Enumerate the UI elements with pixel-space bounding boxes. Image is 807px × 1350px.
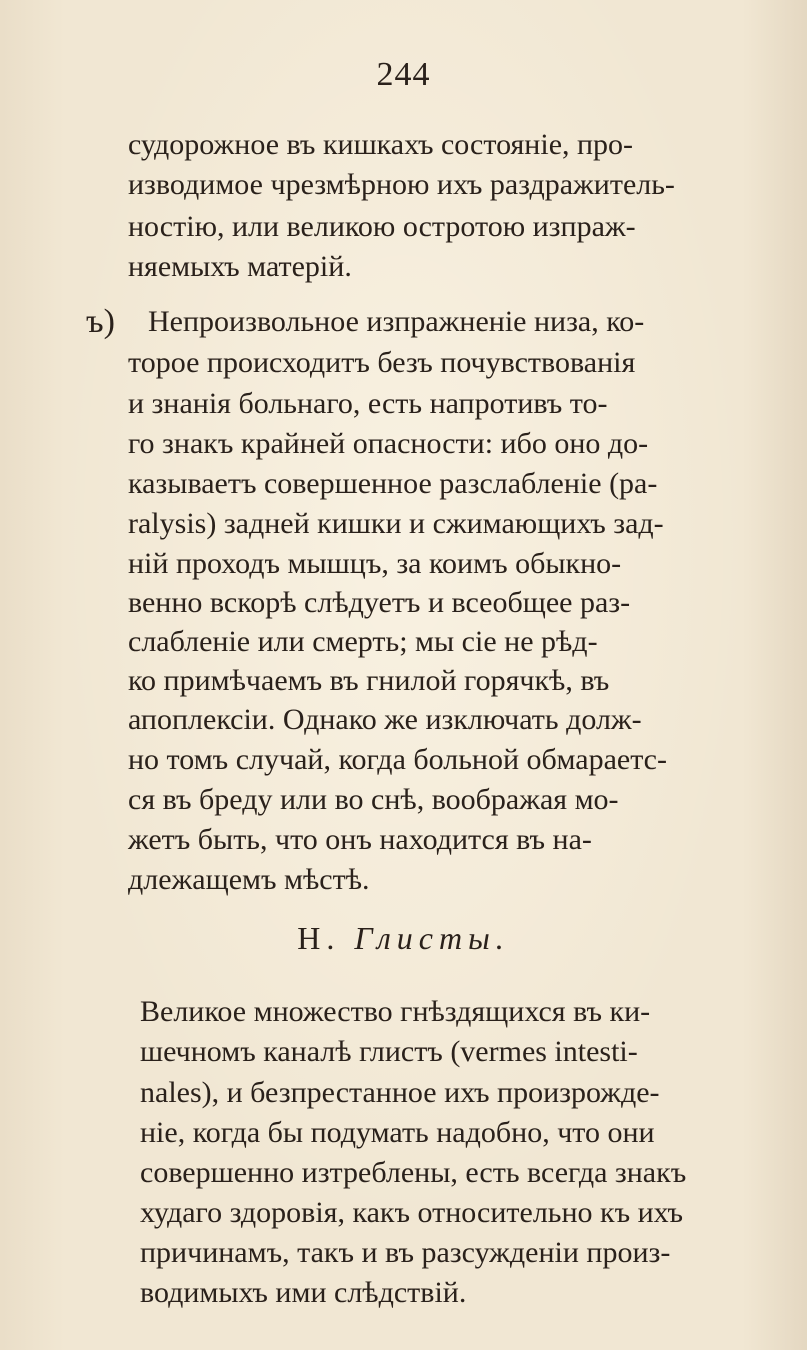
list-marker: ъ) (86, 303, 115, 340)
text-line: ній проходъ мышцъ, за коимъ обыкно- (128, 547, 622, 580)
text-line: худаго здоровія, какъ относительно къ ихъ (140, 1196, 684, 1229)
text-line: но томъ случай, когда больной обмараетс- (128, 743, 667, 776)
text-line: длежащемъ мѣстѣ. (128, 863, 370, 896)
text-line: шечномъ каналѣ глистъ (vermes intesti- (140, 1035, 638, 1068)
section-title: Глисты. (354, 920, 510, 956)
text-line: ralysis) задней кишки и сжимающихъ зад- (128, 507, 664, 540)
section-letter: H. (297, 920, 341, 956)
text-line: слабленіе или смерть; мы сіе не рѣд- (128, 625, 598, 658)
text-line: Непроизвольное изпражненіе низа, ко- (148, 305, 645, 338)
text-line: го знакъ крайней опасности: ибо оно до- (128, 427, 649, 460)
text-line: Великое множество гнѣздящихся въ ки- (140, 995, 651, 1028)
text-line: и знанія больнаго, есть напротивъ то- (128, 387, 608, 420)
page-number: 244 (376, 56, 431, 93)
section-heading (0, 920, 807, 957)
text-line: апоплексіи. Однако же изключать долж- (128, 703, 642, 736)
text-line: няемыхъ матерій. (128, 250, 352, 283)
text-line: торое происходитъ безъ почувствованія (128, 346, 636, 379)
text-line: ніе, когда бы подумать надобно, что они (140, 1116, 655, 1149)
text-line: ся въ бреду или во снѣ, воображая мо- (128, 783, 619, 816)
text-line: nales), и безпрестанное ихъ произрожде- (140, 1076, 660, 1109)
text-line: водимыхъ ими слѣдствій. (140, 1276, 467, 1309)
text-line: изводимое чрезмѣрною ихъ раздражитель- (128, 168, 675, 201)
text-line: причинамъ, такъ и въ разсужденіи произ- (140, 1236, 671, 1269)
text-line: совершенно изтреблены, есть всегда знакъ (140, 1156, 687, 1189)
text-line: казываетъ совершенное разслабленіе (pa- (128, 467, 658, 500)
text-line: ко примѣчаемъ въ гнилой горячкѣ, въ (128, 664, 610, 697)
text-line: ностію, или великою остротою изпраж- (128, 210, 636, 243)
text-line: венно вскорѣ слѣдуетъ и всеобщее раз- (128, 586, 631, 619)
text-line: жетъ быть, что онъ находится въ на- (128, 823, 592, 856)
text-line: судорожное въ кишкахъ состояніе, про- (128, 128, 634, 161)
